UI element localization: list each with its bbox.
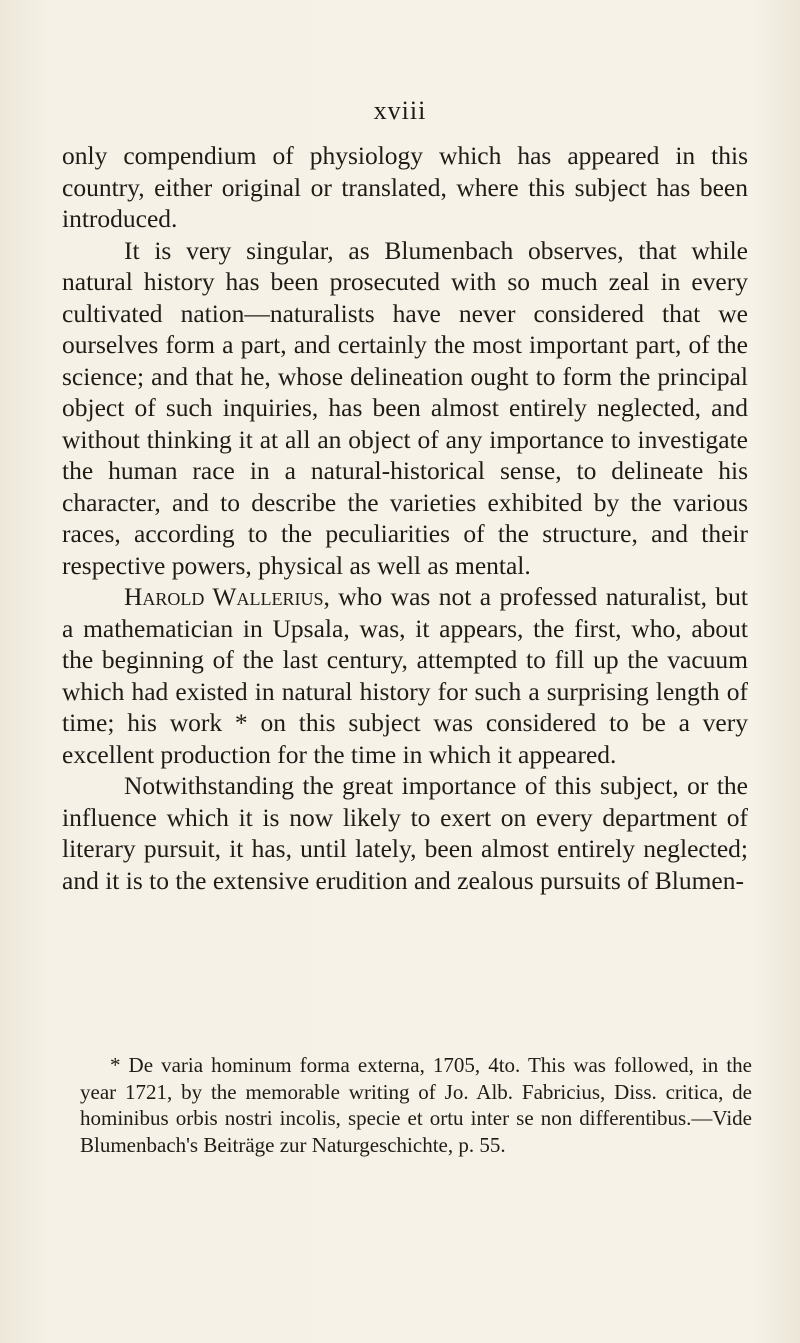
footnote-text: * De varia hominum forma externa, 1705, 4to. This was followed, in the year 1721, by the memorable writing of Jo. Alb. Fabricius, Diss. critica, de hominibus orbis nostri incolis, specie et ortu inter se non differentibus.—Vide Blumenbach's Beiträge zur Naturgeschichte, p. 55.: [80, 1053, 752, 1157]
paragraph-1: only compendium of physiology which has appeared in this country, either original or translated, where this subject has been introduced.: [62, 141, 748, 233]
paragraph-3-text: who was not a professed naturalist, but a mathematician in Upsala, was, it appears, the first, who, about the beginning of the last century, attempted to fill up the vacuum which had existed in natural history for such a surprising length of time; his work * on this subject was considered to be a very excellent production for the time in which it appeared.: [62, 582, 749, 769]
paragraph-3: [62, 581, 748, 770]
author-name: Harold Wallerius,: [124, 582, 330, 611]
paragraph-2: It is very singular, as Blumenbach observes, that while natural history has been prosecuted with so much zeal in every cultivated nation—naturalists have never considered that we ourselves form a part, and certainly the most important part, of the science; and that he, whose delineation ought to form the principal object of such inquiries, has been almost entirely neglected, and without thinking it at all an object of any importance to investigate the human race in a natural-historical sense, to delineate his character, and to describe the varieties exhibited by the various races, according to the peculiarities of the structure, and their respective powers, physical as well as mental.: [62, 235, 748, 580]
paragraph-4: Notwithstanding the great importance of this subject, or the influence which it is now likely to exert on every department of literary pursuit, it has, until lately, been almost entirely neglected; and it is to the extensive erudition and zealous pursuits of Blumen-: [62, 771, 748, 895]
footnote: [80, 1052, 752, 1158]
page-number: xviii: [373, 96, 427, 125]
main-text: [62, 140, 748, 896]
